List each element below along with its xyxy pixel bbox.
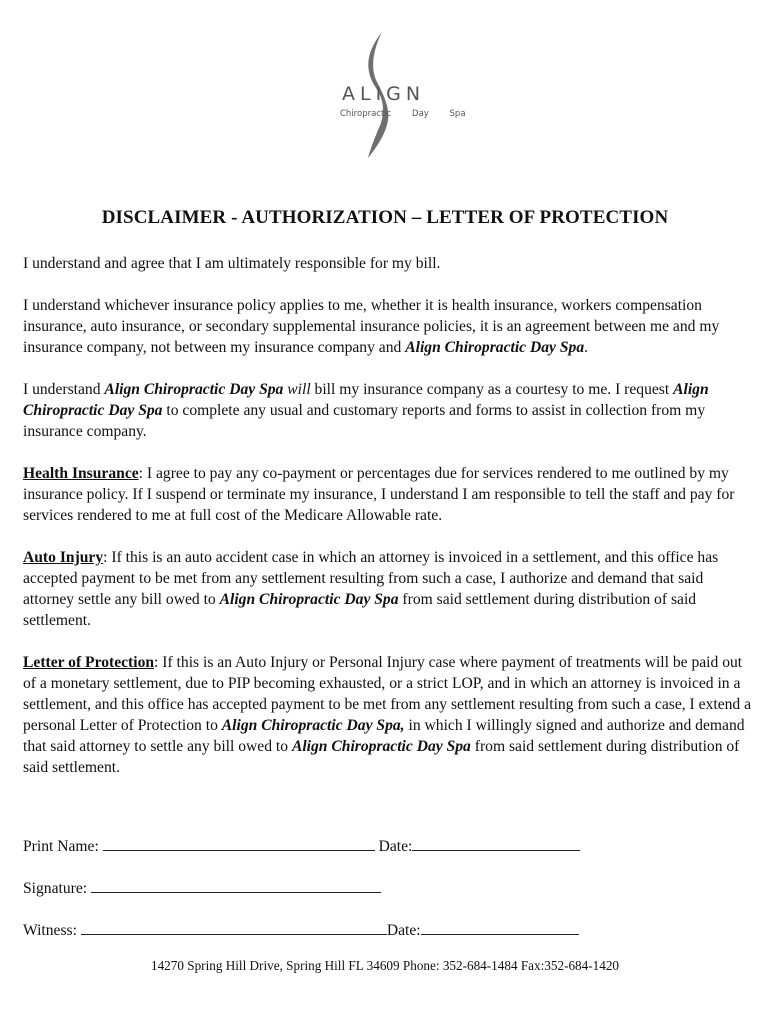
print-name-field[interactable] (103, 836, 375, 851)
align-logo (330, 30, 466, 162)
brand-name: Align Chiropractic Day Spa (219, 591, 399, 608)
witness-field[interactable] (81, 920, 387, 935)
brand-name: Align Chiropractic Day Spa (23, 381, 709, 419)
brand-name: Align Chiropractic Day Spa (104, 381, 284, 398)
brand-name: Align Chiropractic Day Spa (405, 339, 585, 356)
paragraph-responsibility: I understand and agree that I am ultimately responsible for my bill. (23, 255, 441, 272)
section-heading: Health Insurance (23, 465, 139, 482)
witness-date-label: Date: (386, 922, 421, 939)
section-heading: Auto Injury (23, 549, 104, 566)
paragraph-auto-injury: Auto Injury: If this is an auto accident case in which an attorney is invoiced in a settlement, and this office has accepted payment to be met from any settlement resulting from such a case, I authorize and demand that said attorney settle any bill owed to Align Chiropractic Day Spa from said settlement during distribution of said settlement. (23, 549, 719, 629)
paragraph-letter-of-protection: Letter of Protection: If this is an Auto Injury or Personal Injury case where payment of treatments will be paid out of a monetary settlement, due to PIP becoming exhausted, or a strict LOP, and in which an attorney is invoiced in a settlement, and this office has accepted payment to be met from any settlement resulting from such a case, I extend a personal Letter of Protection to Align Chiropractic Day Spa, in which I willingly signed and authorize and demand that said attorney to settle any bill owed to Align Chiropractic Day Spa from said settlement during distribution of said settlement. (23, 654, 752, 776)
paragraph-billing-courtesy: I understand Align Chiropractic Day Spa will bill my insurance company as a courtesy to me. I request Align Chiropractic Day Spa to complete any usual and customary reports and forms to assist in collection from my insurance company. (23, 381, 709, 440)
signature-field[interactable] (91, 878, 381, 893)
document-title: DISCLAIMER - AUTHORIZATION – LETTER OF PROTECTION (101, 207, 669, 228)
witness-date-field[interactable] (421, 920, 579, 935)
print-name-label: Print Name: (23, 838, 99, 855)
logo-wordmark: ALIGN (342, 83, 426, 105)
print-name-row (23, 836, 580, 857)
signature-label: Signature: (23, 880, 88, 897)
brand-name: Align Chiropractic Day Spa (291, 738, 471, 755)
brand-name: Align Chiropractic Day Spa, (221, 717, 405, 734)
logo-subtitle (340, 109, 466, 119)
logo-subtitle-right: Day Spa (412, 109, 466, 119)
signature-row (23, 878, 381, 899)
date-field[interactable] (412, 836, 580, 851)
date-label: Date: (378, 838, 413, 855)
logo-subtitle-left: Chiropractic (340, 109, 392, 119)
witness-row (23, 920, 579, 941)
paragraph-insurance-policy: I understand whichever insurance policy applies to me, whether it is health insurance, workers compensation insurance, auto insurance, or secondary supplemental insurance policies, it is an agreement between me and my insurance company, not between my insurance company and Align Chiropractic Day Spa. (23, 297, 720, 356)
witness-label: Witness: (23, 922, 77, 939)
footer-address: 14270 Spring Hill Drive, Spring Hill FL 34609 Phone: 352-684-1484 Fax:352-684-1420 (150, 958, 620, 973)
document-body (23, 253, 753, 799)
paragraph-health-insurance: Health Insurance: I agree to pay any co-payment or percentages due for services rendered to me outlined by my insurance policy. If I suspend or terminate my insurance, I understand I am responsible to tell the staff and pay for services rendered to me at full cost of the Medicare Allowable rate. (23, 465, 735, 524)
section-heading: Letter of Protection (23, 654, 155, 671)
